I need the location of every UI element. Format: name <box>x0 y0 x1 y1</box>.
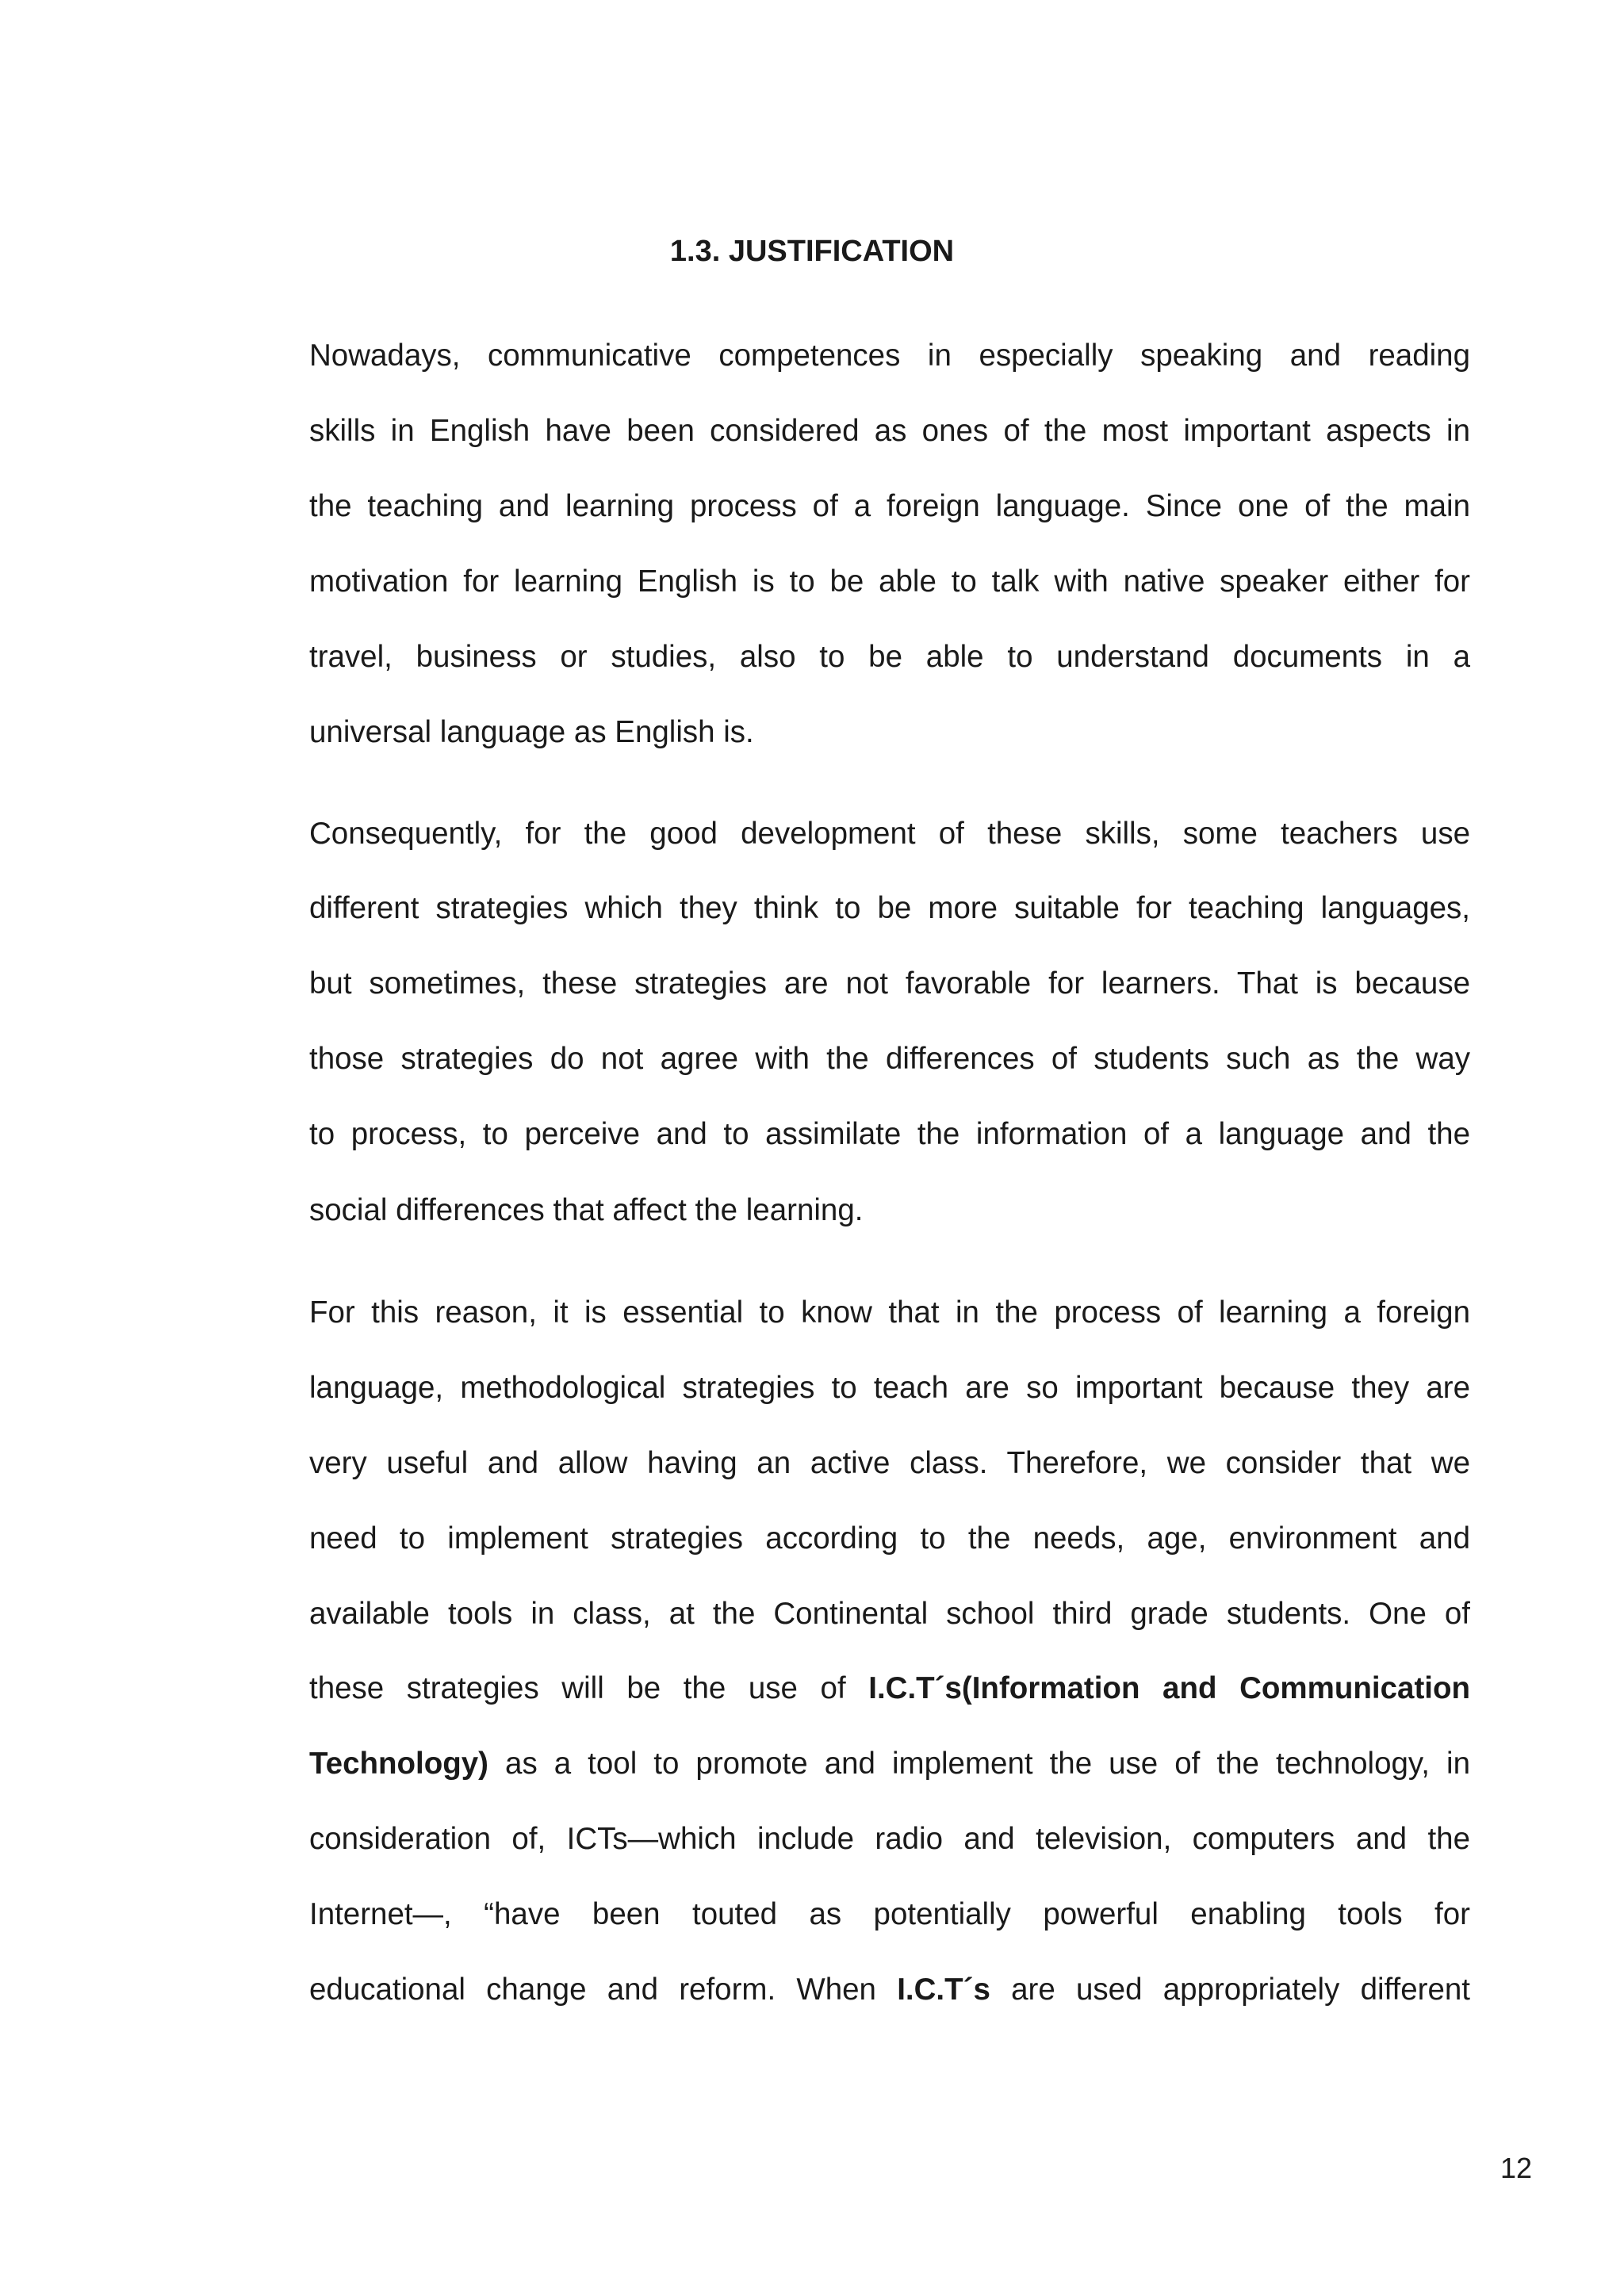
paragraph-2-line-5: to process, to perceive and to assimilate the information of a language and the <box>309 1117 1470 1151</box>
paragraph-1-line-2: skills in English have been considered as ones of the most important aspects in <box>309 414 1470 448</box>
paragraph-3-line-3: very useful and allow having an active class. Therefore, we consider that we <box>309 1446 1470 1480</box>
paragraph-3-line-2: language, methodological strategies to teach are so important because they are <box>309 1371 1470 1405</box>
paragraph-2-line-6: social differences that affect the learning. <box>309 1193 864 1227</box>
paragraph-3-line-6 <box>309 1667 1470 1711</box>
page-number: 12 <box>1500 2152 1533 2184</box>
paragraph-1-line-1: Nowadays, communicative competences in especially speaking and reading <box>309 339 1470 373</box>
technology-term-bold: Technology) <box>309 1747 488 1781</box>
paragraph-2-line-3: but sometimes, these strategies are not favorable for learners. That is because <box>309 966 1470 1001</box>
paragraph-2-line-2: different strategies which they think to be more suitable for teaching languages, <box>309 891 1470 925</box>
line-text: these strategies will be the use of <box>309 1671 869 1705</box>
line-text: as a tool to promote and implement the use of the technology, in <box>488 1747 1470 1781</box>
paragraph-3-line-10 <box>309 1968 1470 2012</box>
paragraph-3-line-5: available tools in class, at the Continental school third grade students. One of <box>309 1597 1470 1631</box>
paragraph-3-line-8: consideration of, ICTs—which include radio and television, computers and the <box>309 1822 1470 1856</box>
line-text: are used appropriately different <box>990 1973 1470 2007</box>
ict-term-bold: I.C.T´s(Information and Communication <box>868 1671 1470 1705</box>
paragraph-2-line-1: Consequently, for the good development of these skills, some teachers use <box>309 817 1470 851</box>
paragraph-2-line-4: those strategies do not agree with the differences of students such as the way <box>309 1042 1470 1076</box>
paragraph-1-line-6: universal language as English is. <box>309 715 754 749</box>
paragraph-3-line-4: need to implement strategies according to the needs, age, environment and <box>309 1521 1470 1556</box>
paragraph-3-line-1: For this reason, it is essential to know that in the process of learning a foreign <box>309 1295 1470 1330</box>
paragraph-1-line-5: travel, business or studies, also to be able to understand documents in a <box>309 640 1470 674</box>
paragraph-1-line-4: motivation for learning English is to be able to talk with native speaker either for <box>309 564 1470 599</box>
ict-term-bold: I.C.T´s <box>897 1973 990 2007</box>
paragraph-3-line-7 <box>309 1742 1470 1786</box>
paragraph-3-line-9: Internet—, “have been touted as potentially powerful enabling tools for <box>309 1897 1470 1931</box>
section-heading: 1.3. JUSTIFICATION <box>669 235 955 268</box>
line-text: educational change and reform. When <box>309 1973 898 2007</box>
paragraph-1-line-3: the teaching and learning process of a foreign language. Since one of the main <box>309 489 1470 523</box>
